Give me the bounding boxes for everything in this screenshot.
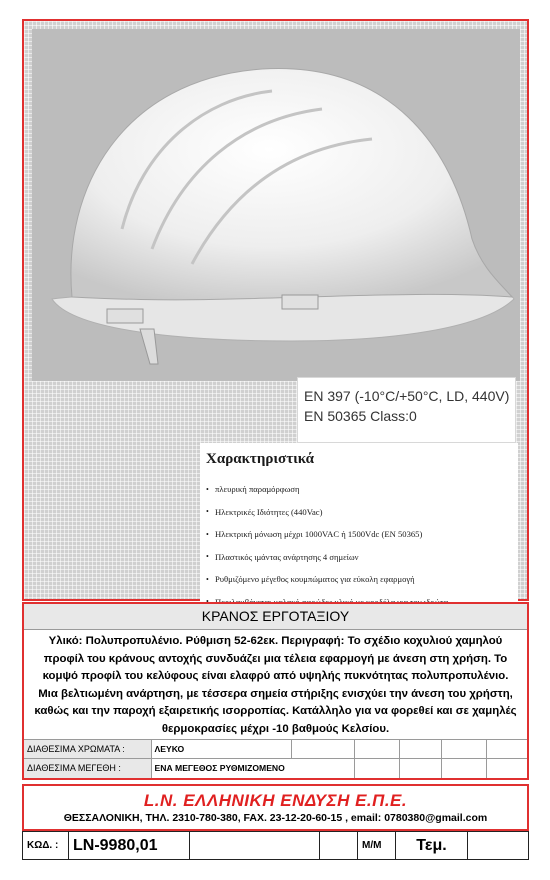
standards-label <box>297 377 516 443</box>
helmet-image <box>32 29 520 381</box>
description-line: κομψό προφίλ του κελύφους είναι ελαφρύ από υψηλής πυκνότητας πολυπροπυλένιο. <box>42 670 509 682</box>
unit-value: Τεμ. <box>396 832 468 860</box>
code-label: ΚΩΔ. : <box>23 832 69 860</box>
helmet-photo <box>32 29 520 381</box>
bullet-icon: • <box>206 552 209 562</box>
colors-value: ΛΕΥΚΟ <box>151 740 291 759</box>
colors-row <box>24 740 527 759</box>
availability-table <box>24 739 527 778</box>
description-line: καθώς και την παροχή εξαιρετικής ισορροπίας. Κατάλληλο για να φορεθεί και σε χαμηλές <box>34 705 517 717</box>
company-name: L.N. ΕΛΛΗΝΙΚΗ ΕΝΔΥΣΗ Ε.Π.Ε. <box>143 791 408 810</box>
company-contact: ΘΕΣΣΑΛΟΝΙΚΗ, ΤΗΛ. 2310-780-380, FAX. 23-12-20-60-15 , email: 0780380@gmail.com <box>63 812 488 824</box>
unit-label: Μ/Μ <box>358 832 396 860</box>
description-line: Μια βελτιωμένη ανάρτηση, με τέσσερα σημεία στήριξης ενισχύει την άνεση του χρήστη, <box>38 687 513 700</box>
bullet-icon: • <box>206 574 209 584</box>
standard-en397: EN 397 (-10°C/+50°C, LD, 440V) <box>304 388 510 404</box>
features-box <box>200 443 518 601</box>
product-title: ΚΡΑΝΟΣ ΕΡΓΟΤΑΞΙΟΥ <box>24 604 527 630</box>
bullet-icon: • <box>206 484 209 494</box>
feature-item: • Ρυθμιζόμενο μέγεθος κουμπώματος για εύκολη εφαρμογή <box>206 574 415 585</box>
product-code-table <box>22 831 529 860</box>
feature-item: • Ηλεκτρικές Ιδιότητες (440Vac) <box>206 506 323 517</box>
description-line: Υλικό: Πολυπροπυλένιο. Ρύθμιση 52-62εκ. Περιγραφή: Το σχέδιο κοχυλιού χαμηλού <box>48 635 503 647</box>
description-line: προφίλ του κράνους αντοχής συνδυάζει μια τέλεια εφαρμογή με άνεση στη χρήση. Το <box>43 652 508 665</box>
product-photo-panel <box>22 19 529 601</box>
sizes-value: ΕΝΑ ΜΕΓΕΘΟΣ ΡΥΘΜΙΖΟΜΕΝΟ <box>151 759 354 778</box>
code-value: LN-9980,01 <box>69 832 190 860</box>
standard-en50365: EN 50365 Class:0 <box>304 408 417 424</box>
description-panel <box>22 602 529 780</box>
description-line: θερμοκρασίες μέχρι -10 βαθμούς Κελσίου. <box>161 722 390 735</box>
company-panel <box>22 784 529 831</box>
features-title: Χαρακτηριστικά <box>206 451 315 467</box>
bullet-icon: • <box>206 507 209 517</box>
product-description <box>24 630 527 739</box>
bullet-icon: • <box>206 529 209 539</box>
colors-label: ΔΙΑΘΕΣΙΜΑ ΧΡΩΜΑΤΑ : <box>24 740 151 759</box>
sizes-row <box>24 759 527 778</box>
feature-item: • Πλαστικός ιμάντας ανάρτησης 4 σημείων <box>206 551 359 562</box>
feature-item: • Ηλεκτρική μόνωση μέχρι 1000VAC ή 1500Vdc (EN 50365) <box>206 529 423 540</box>
sizes-label: ΔΙΑΘΕΣΙΜΑ ΜΕΓΕΘΗ : <box>24 759 151 778</box>
feature-item: • πλευρική παραμόρφωση <box>206 484 300 495</box>
